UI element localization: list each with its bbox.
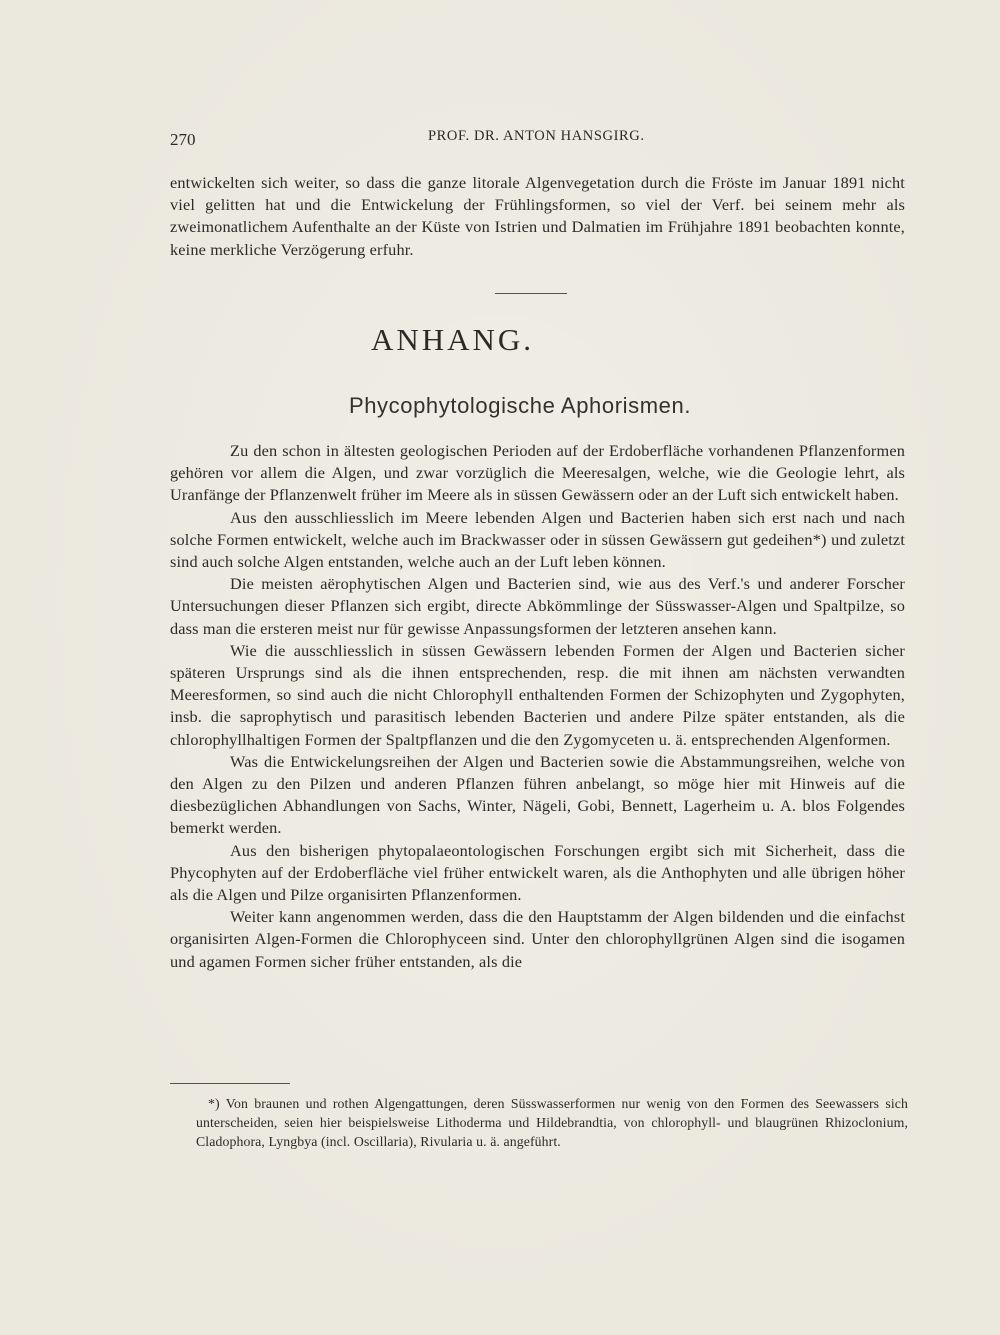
paragraph: Die meisten aërophytischen Algen und Bacterien sind, wie aus des Verf.'s und anderer Forscher Untersuchungen dieser Pflanzen sich ergibt, directe Abkömmlinge der Süsswasser-Algen und Spaltpilze, so dass man die ersteren meist nur für gewisse Anpassungsformen der letzteren ansehen kann. (170, 574, 905, 638)
paragraph: Wie die ausschliesslich in süssen Gewässern lebenden Formen der Algen und Bacterien sicher späteren Ursprungs sind als die ihnen entsprechenden, resp. die mit ihnen am nächsten verwandten Meeresformen, so sind auch die nicht Chlorophyll enthaltenden Formen der Schizophyten und Zygophyten, insb. die saprophytisch und parasitisch lebenden Bacterien und andere Pilze später entstanden, als die chlorophyllhaltigen Formen der Spaltpflanzen und die den Zygomyceten u. ä. entsprechenden Algenformen. (170, 640, 905, 749)
running-title: PROF. DR. ANTON HANSGIRG. (428, 128, 645, 144)
running-header (170, 128, 890, 152)
paragraph: Weiter kann angenommen werden, dass die den Hauptstamm der Algen bildenden und die einfachst organisirten Algen-Formen die Chlorophyceen sind. Unter den chlorophyllgrünen Algen sind die isogamen und agamen Formen sicher früher entstanden, als die (170, 907, 905, 971)
intro-text-block (170, 172, 905, 261)
paragraph: Was die Entwickelungsreihen der Algen und Bacterien sowie die Abstammungsreihen, welche von den Algen zu den Pilzen und anderen Pflanzen führen anbelangt, so möge hier mit Hinweis auf die diesbezüglichen Abhandlungen von Sachs, Winter, Nägeli, Gobi, Bennett, Lagerheim u. A. blos Folgendes bemerkt werden. (170, 751, 905, 838)
intro-paragraph: entwickelten sich weiter, so dass die ganze litorale Algenvegetation durch die Fröste im Januar 1891 nicht viel gelitten hat und die Entwickelung der Frühlingsformen, so viel der Verf. bei seinem mehr als zweimonatlichem Aufenthalte an der Küste von Istrien und Dalmatien im Frühjahre 1891 beobachten konnte, keine merkliche Verzögerung erfuhr. (170, 173, 905, 259)
footnote: *) Von braunen und rothen Algengattungen, deren Süsswasserformen nur wenig von den Formen des Seewassers sich unterscheiden, seien hier beispielsweise Lithoderma und Hildebrandtia, von chlorophyll- und blaugrünen Rhizoclonium, Cladophora, Lyngbya (incl. Oscillaria), Rivularia u. ä. angeführt. (196, 1096, 908, 1149)
page-number: 270 (170, 130, 196, 149)
paragraph: Zu den schon in ältesten geologischen Perioden auf der Erdoberfläche vorhandenen Pflanzenformen gehören vor allem die Algen, und zwar vorzüglich die Meeresalgen, welche, wie die Geologie lehrt, als Uranfänge der Pflanzenwelt früher im Meere als in süssen Gewässern oder an der Luft sich entwickelt haben. (170, 441, 905, 505)
section-subtitle: Phycophytologische Aphorismen. (348, 393, 692, 418)
footnote-rule (170, 1083, 290, 1084)
paragraph: Aus den ausschliesslich im Meere lebenden Algen und Bacterien haben sich erst nach und nach solche Formen entwickelt, welche auch im Brackwasser oder in süssen Gewässern gut gedeihen*) und zuletzt sind auch solche Algen entstanden, welche auch an der Luft leben können. (170, 507, 905, 572)
section-divider (495, 293, 567, 294)
section-heading: ANHANG. (370, 322, 535, 357)
paragraph: Aus den bisherigen phytopalaeontologischen Forschungen ergibt sich mit Sicherheit, dass die Phycophyten auf der Erdoberfläche viel früher entwickelt waren, als die Anthophyten und alle übrigen höher als die Algen und Pilze organisirten Pflanzenformen. (170, 840, 905, 905)
body-text-block (170, 440, 905, 973)
